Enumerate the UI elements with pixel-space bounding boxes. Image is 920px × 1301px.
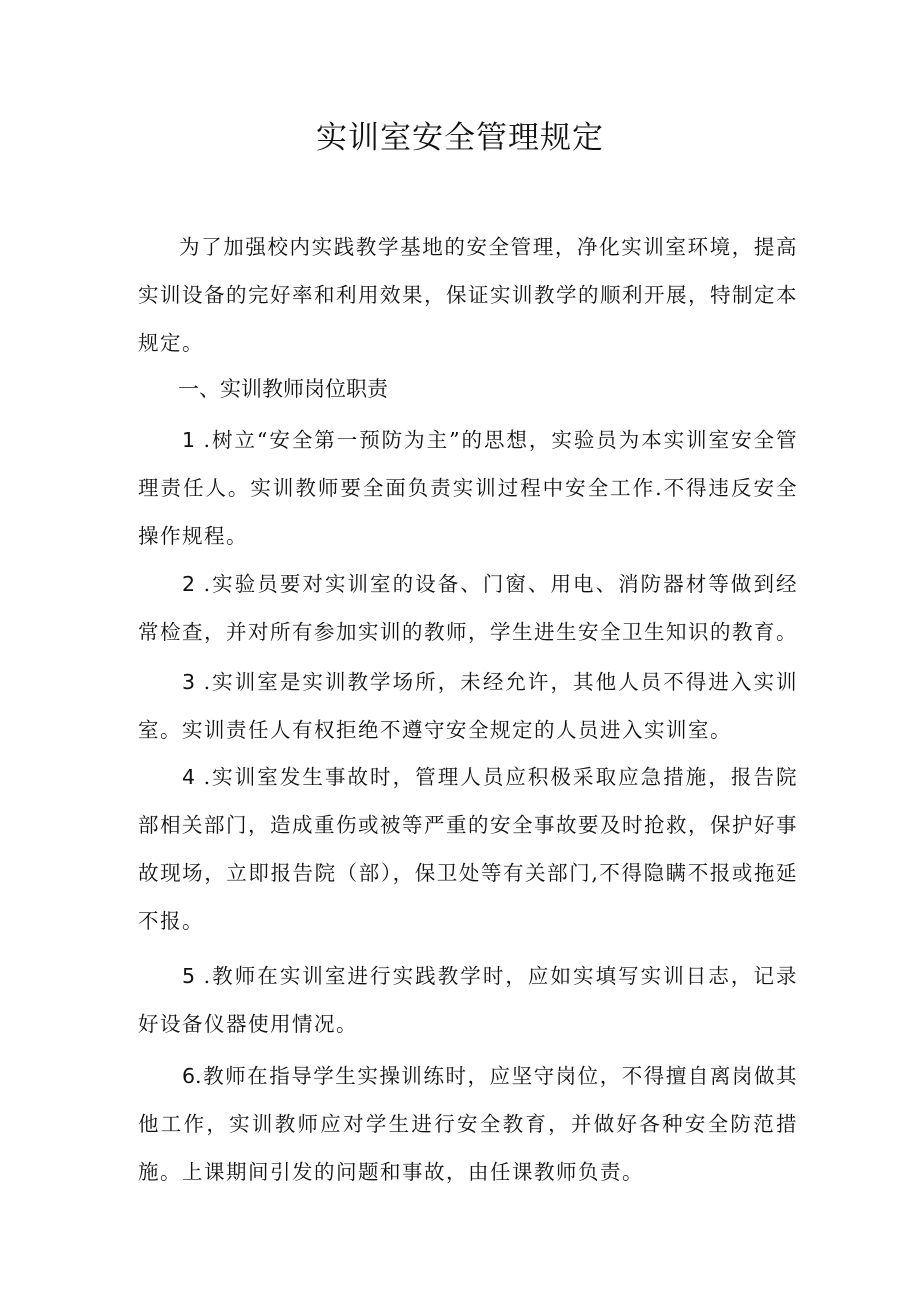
list-item-2 <box>138 560 798 656</box>
list-item-number: 1 <box>182 428 196 452</box>
list-item-number: 5 <box>182 964 196 988</box>
document-title: 实训室安全管理规定 <box>316 120 604 156</box>
list-item-number: 6 <box>182 1064 196 1088</box>
list-item-number: 4 <box>182 765 196 789</box>
list-item-6 <box>138 1052 798 1196</box>
list-item-text: .实训室发生事故时，管理人员应积极采取应急措施，报告院部相关部门，造成重伤或被等严重的安全事故要及时抢救，保护好事故现场，立即报告院（部），保卫处等有关部门,不得隐瞒不报或拖延不报。 <box>138 765 798 933</box>
list-item-text: .实验员要对实训室的设备、门窗、用电、消防器材等做到经常检查，并对所有参加实训的教师，学生进生安全卫生知识的教育。 <box>138 572 798 644</box>
list-item-text: .树立“安全第一预防为主”的思想，实验员为本实训室安全管理责任人。实训教师要全面负责实训过程中安全工作.不得违反安全操作规程。 <box>138 428 798 548</box>
list-item-text: .实训室是实训教学场所，未经允许，其他人员不得进入实训室。实训责任人有权拒绝不遵守安全规定的人员进入实训室。 <box>138 670 798 742</box>
list-item-number: 3 <box>182 670 196 694</box>
list-item-5 <box>138 952 798 1048</box>
list-item-1 <box>138 416 798 560</box>
list-item-text: .教师在指导学生实操训练时，应坚守岗位，不得擅自离岗做其他工作，实训教师应对学生进行安全教育，并做好各种安全防范措施。上课期间引发的问题和事故，由任课教师负责。 <box>138 1064 798 1184</box>
section-heading: 一、实训教师岗位职责 <box>178 377 388 401</box>
list-item-4 <box>138 753 798 945</box>
list-item-number: 2 <box>182 572 196 596</box>
intro-paragraph: 为了加强校内实践教学基地的安全管理，净化实训室环境，提高实训设备的完好率和利用效果，保证实训教学的顺利开展，特制定本规定。 <box>138 235 798 355</box>
list-item-text: .教师在实训室进行实践教学时，应如实填写实训日志，记录好设备仪器使用情况。 <box>138 964 798 1036</box>
list-item-3 <box>138 658 798 754</box>
